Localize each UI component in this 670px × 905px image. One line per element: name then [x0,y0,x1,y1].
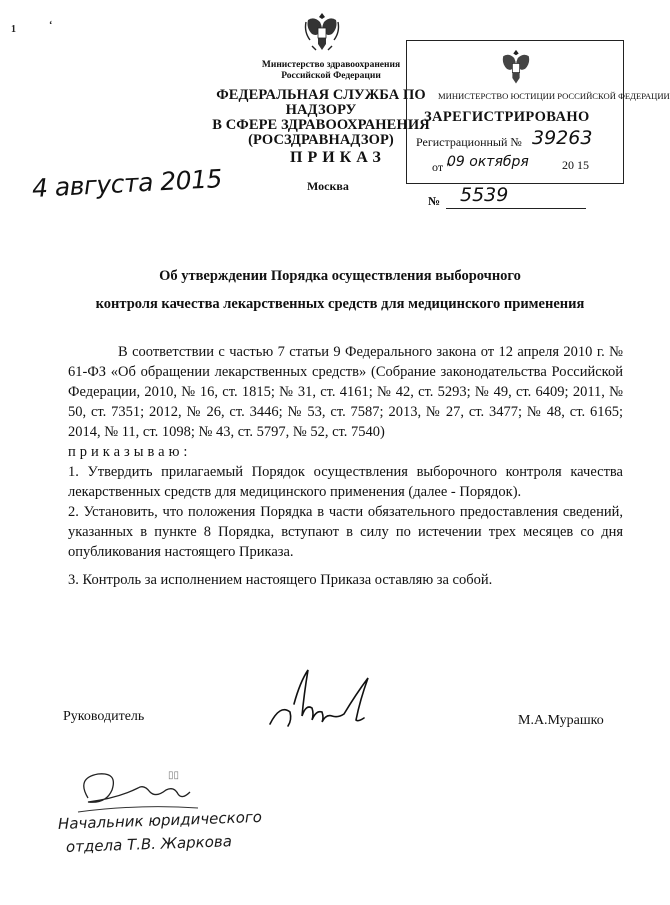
stamp-date-year: 20 15 [562,158,589,172]
stamp-registered: ЗАРЕГИСТРИРОВАНО [424,109,590,125]
title-line: Об утверждении Порядка осуществления выборочного [159,268,521,284]
order-item: 1. Утвердить прилагаемый Порядок осуществления выборочного контроля качества лекарственных средств для медицинского применения (далее - Порядок). [68,464,623,500]
order-word: приказываю: [68,444,192,460]
ministry-line: Министерство здравоохранения [261,60,401,70]
signer-name: М.А.Мурашко [518,713,604,728]
faint-stamp-mark: ▯▯ [168,770,180,781]
ministry-name [258,60,404,82]
copy-certification-line: отдела Т.В. Жаркова [65,832,233,856]
order-number: 5539 [460,184,509,206]
signature-image [260,664,385,740]
city: Москва [307,179,349,193]
doc-type: ПРИКАЗ [290,149,386,166]
intro-paragraph: В соответствии с частью 7 статьи 9 Федерального закона от 12 апреля 2010 г. № 61-ФЗ «Об обращении лекарственных средств» (Собрание законодательства Российской Федерации, 2010, № 16, ст. 1815; № 31, ст. 4161; № 42, ст. 5293; № 49, ст. 6409; 2011, № 50, ст. 7351; 2012, № 26, ст. 3446; № 53, ст. 7587; 2013, № 27, ст. 3477; № 48, ст. 6165; 2014, № 11, ст. 1098; № 43, ст. 5797, № 52, ст. 7540) [68,344,623,440]
scan-speck: 1 [11,24,16,35]
coat-of-arms-icon [300,10,344,56]
title-line: контроля качества лекарственных средств для медицинского применения [95,296,585,312]
order-number-underline [446,208,586,209]
coat-of-arms-icon [496,47,536,89]
stamp-number-label: Регистрационный № [416,135,522,149]
order-date-handwritten: 4 августа 2015 [31,164,223,203]
copy-certification-line: Начальник юридического [57,807,263,833]
stamp-date-label: от " [432,160,451,174]
signer-position: Руководитель [63,709,145,724]
stamp-ministry: МИНИСТЕРСТВО ЮСТИЦИИ РОССИЙСКОЙ ФЕДЕРАЦИИ [438,91,670,101]
scan-speck: ʻ [49,20,53,31]
stamp-date-value: 09 октября [447,154,529,170]
order-item: 2. Установить, что положения Порядка в части обязательного предоставления сведений, указанных в пункте 8 Порядка, вступают в силу по истечении трех месяцев со дня опубликования настоящего Приказа. [68,504,623,560]
service-line: (РОСЗДРАВНАДЗОР) [248,132,394,148]
service-line: В СФЕРЕ ЗДРАВООХРАНЕНИЯ [212,117,430,133]
order-item: 3. Контроль за исполнением настоящего Приказа оставляю за собой. [68,572,493,588]
order-body [68,342,623,590]
stamp-number-value: 39263 [532,127,593,149]
ministry-line: Российской Федерации [281,71,381,81]
order-title [60,262,620,318]
order-number-label: № [428,194,441,208]
service-line: ФЕДЕРАЛЬНАЯ СЛУЖБА ПО НАДЗОРУ [216,87,426,118]
